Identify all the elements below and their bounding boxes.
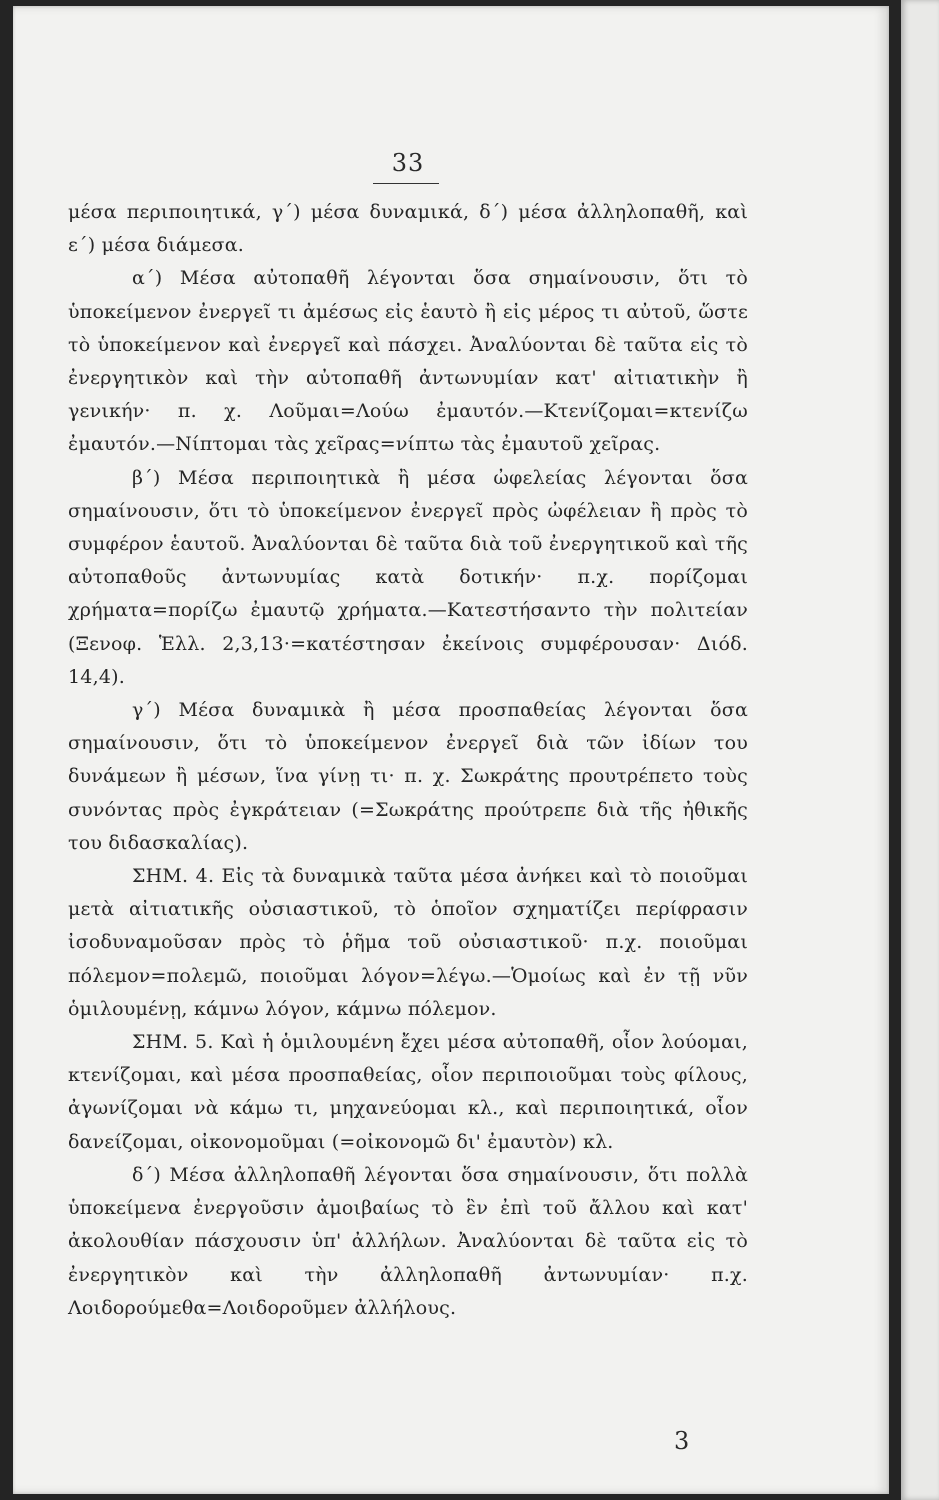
paragraph-peripoietika: β΄) Μέσα περιποιητικὰ ἢ μέσα ὠφελείας λέγονται ὅσα σημαίνουσιν, ὅτι τὸ ὑποκείμενον ἐνεργεῖ πρὸς ὠφέλειαν ἢ πρὸς τὸ συμφέρον ἑαυτοῦ. Ἀναλύονται δὲ ταῦτα διὰ τοῦ ἐνεργητικοῦ καὶ τῆς αὐτοπαθοῦς ἀντωνυμίας κατὰ δοτικήν· π.χ. πορίζομαι χρήματα=πορίζω ἐμαυτῷ χρήματα.—Κατεστήσαντο τὴν πολιτείαν (Ξενοφ. Ἑλλ. 2,3,13·=κατέστησαν ἐκείνοις συμφέρουσαν· Διόδ. 14,4). xyxy=(68,466,748,688)
page-body xyxy=(68,196,748,1325)
paragraph-allelopathe: δ΄) Μέσα ἀλληλοπαθῆ λέγονται ὅσα σημαίνουσιν, ὅτι πολλὰ ὑποκείμενα ἐνεργοῦσιν ἀμοιβαίως τὸ ἓν ἐπὶ τοῦ ἄλλου καὶ κατ' ἀκολουθίαν πάσχουσιν ὑπ' ἀλλήλων. Ἀναλύονται δὲ ταῦτα εἰς τὸ ἐνεργητικὸν καὶ τὴν ἀλληλοπαθῆ ἀντωνυμίαν· π.χ. Λοιδορούμεθα=Λοιδοροῦμεν ἀλλήλους. xyxy=(68,1163,748,1319)
book-page xyxy=(13,6,889,1494)
paragraph-intro-continuation: μέσα περιποιητικά, γ΄) μέσα δυναμικά, δ΄) μέσα ἀλληλοπαθῆ, καὶ ε΄) μέσα διάμεσα. xyxy=(68,201,748,257)
paragraph-autopathe: α΄) Μέσα αὐτοπαθῆ λέγονται ὅσα σημαίνουσιν, ὅτι τὸ ὑποκείμενον ἐνεργεῖ τι ἀμέσως εἰς ἑαυτὸ ἢ εἰς μέρος τι αὐτοῦ, ὥστε τὸ ὑποκείμενον καὶ ἐνεργεῖ καὶ πάσχει. Ἀναλύονται δὲ ταῦτα εἰς τὸ ἐνεργητικὸν καὶ τὴν αὐτοπαθῆ ἀντωνυμίαν κατ' αἰτιατικὴν ἢ γενικήν· π. χ. Λοῦμαι=Λούω ἐμαυτόν.—Κτενίζομαι=κτενίζω ἐμαυτόν.—Νίπτομαι τὰς χεῖρας=νίπτω τὰς ἐμαυτοῦ χεῖρας. xyxy=(68,267,748,456)
signature-mark: 3 xyxy=(674,1427,690,1455)
page-number-rule xyxy=(373,183,439,184)
paragraph-note-5: ΣΗΜ. 5. Καὶ ἡ ὁμιλουμένη ἔχει μέσα αὐτοπαθῆ, οἷον λούομαι, κτενίζομαι, καὶ μέσα προσπαθείας, οἷον περιποιοῦμαι τοὺς φίλους, ἀγωνίζομαι νὰ κάμω τι, μηχανεύομαι κλ., καὶ περιποιητικά, οἷον δανείζομαι, οἰκονομοῦμαι (=οἰκονομῶ δι' ἐμαυτὸν) κλ. xyxy=(68,1031,748,1153)
paragraph-dynamika: γ΄) Μέσα δυναμικὰ ἢ μέσα προσπαθείας λέγονται ὅσα σημαίνουσιν, ὅτι τὸ ὑποκείμενον ἐνεργεῖ διὰ τῶν ἰδίων του δυνάμεων ἢ μέσων, ἵνα γίνῃ τι· π. χ. Σωκράτης προυτρέπετο τοὺς συνόντας πρὸς ἐγκράτειαν (=Σωκράτης προύτρεπε διὰ τῆς ἠθικῆς του διδασκαλίας). xyxy=(68,699,748,854)
paragraph-note-4: ΣΗΜ. 4. Εἰς τὰ δυναμικὰ ταῦτα μέσα ἀνήκει καὶ τὸ ποιοῦμαι μετὰ αἰτιατικῆς οὐσιαστικοῦ, τὸ ὁποῖον σχηματίζει περίφρασιν ἰσοδυναμοῦσαν πρὸς τὸ ῥῆμα τοῦ οὐσιαστικοῦ· π.χ. ποιοῦμαι πόλεμον=πολεμῶ, ποιοῦμαι λόγον=λέγω.—Ὁμοίως καὶ ἐν τῇ νῦν ὁμιλουμένῃ, κάμνω λόγον, κάμνω πόλεμον. xyxy=(68,865,748,1020)
page-number: 33 xyxy=(391,149,425,177)
scan-edge-strip xyxy=(901,0,939,1500)
